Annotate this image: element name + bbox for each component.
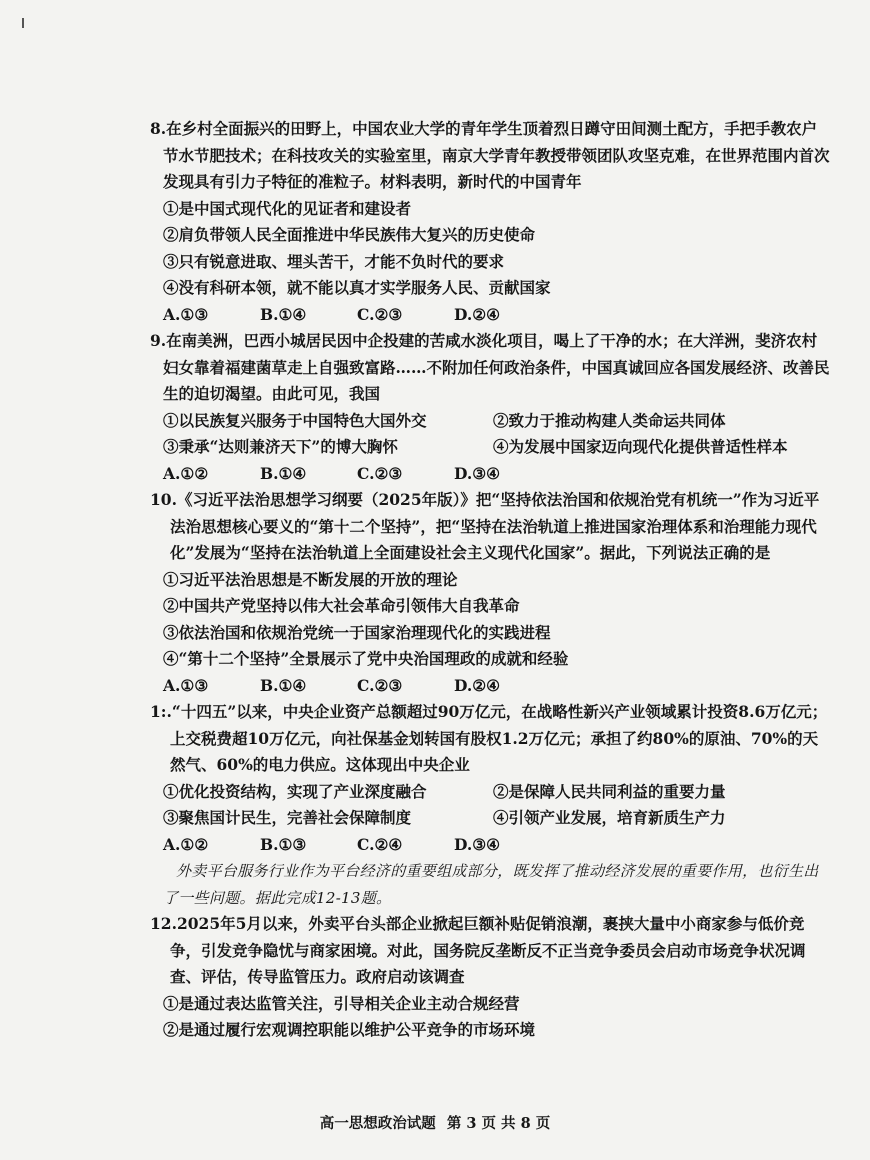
question-10-option-4: ④“第十二个坚持”全景展示了党中央治国理政的成就和经验 [163, 649, 569, 668]
question-11-choices [150, 832, 830, 859]
question-11-stem: 1:.“十四五”以来，中央企业资产总额超过90万亿元，在战略性新兴产业领域累计投资8.6万亿元；上交税费超10万亿元，向社保基金划转国有股权1.2万亿元；承担了约80%的原油、70%的天然气、60%的电力供应。这体现出中央企业 [150, 702, 828, 774]
scan-mark [22, 18, 24, 28]
question-9-choices [150, 461, 830, 488]
question-9-choice-d: D.③④ [454, 463, 501, 483]
question-10-choice-c: C.②③ [357, 675, 403, 695]
question-11-choice-c: C.②④ [357, 834, 403, 854]
question-8-choice-b: B.①④ [260, 304, 307, 324]
footer-subject: 高一思想政治试题 [319, 1115, 436, 1132]
material-text: 外卖平台服务行业作为平台经济的重要组成部分，既发挥了推动经济发展的重要作用，也衍生出了一些问题。据此完成12-13题。 [163, 862, 819, 907]
question-8-choices [150, 302, 830, 329]
footer-page-number: 第 3 页 共 8 页 [446, 1115, 551, 1132]
question-10-choices [150, 673, 830, 700]
question-10-option-2: ②中国共产党坚持以伟大社会革命引领伟大自我革命 [163, 596, 520, 615]
question-9-option-3: ③秉承“达则兼济天下”的博大胸怀 [163, 437, 398, 456]
question-12-option-2: ②是通过履行宏观调控职能以维护公平竞争的市场环境 [163, 1020, 536, 1039]
question-8-option-4: ④没有科研本领，就不能以真才实学服务人民、贡献国家 [163, 278, 551, 297]
page-footer [0, 1112, 870, 1133]
question-11-option-1: ①优化投资结构，实现了产业深度融合 [163, 781, 427, 801]
question-10-choice-d: D.②④ [454, 675, 501, 695]
question-9-choice-b: B.①④ [260, 463, 307, 483]
question-11-options-row-1 [150, 779, 830, 806]
question-10-option-3: ③依法治国和依规治党统一于国家治理现代化的实践进程 [163, 622, 551, 642]
question-9-choice-a: A.①② [163, 463, 209, 483]
question-10-option-1: ①习近平法治思想是不断发展的开放的理论 [163, 569, 458, 589]
question-9-options-row-1 [150, 408, 830, 435]
question-11-option-3: ③聚焦国计民生，完善社会保障制度 [163, 808, 412, 827]
question-12-option-1: ①是通过表达监管关注，引导相关企业主动合规经营 [163, 993, 520, 1013]
question-9-option-4: ④为发展中国家迈向现代化提供普适性样本 [493, 437, 788, 456]
question-8-option-1: ①是中国式现代化的见证者和建设者 [163, 198, 412, 218]
question-10-choice-a: A.①③ [163, 675, 209, 695]
question-8-choice-a: A.①③ [163, 304, 209, 324]
question-9-option-1: ①以民族复兴服务于中国特色大国外交 [163, 410, 427, 430]
question-8-choice-c: C.②③ [357, 304, 403, 324]
question-11-choice-a: A.①② [163, 834, 209, 854]
question-8-option-2: ②肩负带领人民全面推进中华民族伟大复兴的历史使命 [163, 225, 536, 244]
question-9-options-row-2 [150, 434, 830, 461]
question-11-option-4: ④引领产业发展，培育新质生产力 [493, 808, 726, 827]
exam-content [150, 116, 830, 1044]
question-8-choice-d: D.②④ [454, 304, 501, 324]
question-8-option-3: ③只有锐意进取、埋头苦干，才能不负时代的要求 [163, 251, 505, 271]
question-11-choice-d: D.③④ [454, 834, 501, 854]
material-12-13 [150, 858, 830, 911]
question-11-choice-b: B.①③ [260, 834, 307, 854]
question-12-stem: 12.2025年5月以来，外卖平台头部企业掀起巨额补贴促销浪潮，裹挟大量中小商家参与低价竞争，引发竞争隐忧与商家困境。对此，国务院反垄断反不正当竞争委员会启动市场竞争状况调查、评估，传导监管压力。政府启动该调查 [150, 914, 806, 986]
question-10-stem: 10.《习近平法治思想学习纲要（2025年版）》把“坚持依法治国和依规治党有机统一”作为习近平法治思想核心要义的“第十二个坚持”，把“坚持在法治轨道上推进国家治理体系和治理能力现代化”发展为“坚持在法治轨道上全面建设社会主义现代化国家”。据此，下列说法正确的是 [150, 490, 820, 562]
question-8-stem: 8.在乡村全面振兴的田野上，中国农业大学的青年学生顶着烈日蹲守田间测土配方，手把手教农户节水节肥技术；在科技攻关的实验室里，南京大学青年教授带领团队攻坚克难，在世界范围内首次发现具有引力子特征的准粒子。材料表明，新时代的中国青年 [150, 119, 830, 191]
question-10-choice-b: B.①④ [260, 675, 307, 695]
question-9-stem: 9.在南美洲，巴西小城居民因中企投建的苦咸水淡化项目，喝上了干净的水；在大洋洲，斐济农村妇女靠着福建菌草走上自强致富路……不附加任何政治条件，中国真诚回应各国发展经济、改善民生的迫切渴望。由此可见，我国 [150, 331, 830, 403]
question-11-options-row-2 [150, 805, 830, 832]
question-11-option-2: ②是保障人民共同利益的重要力量 [493, 781, 726, 801]
question-9-option-2: ②致力于推动构建人类命运共同体 [493, 410, 726, 430]
question-9-choice-c: C.②③ [357, 463, 403, 483]
